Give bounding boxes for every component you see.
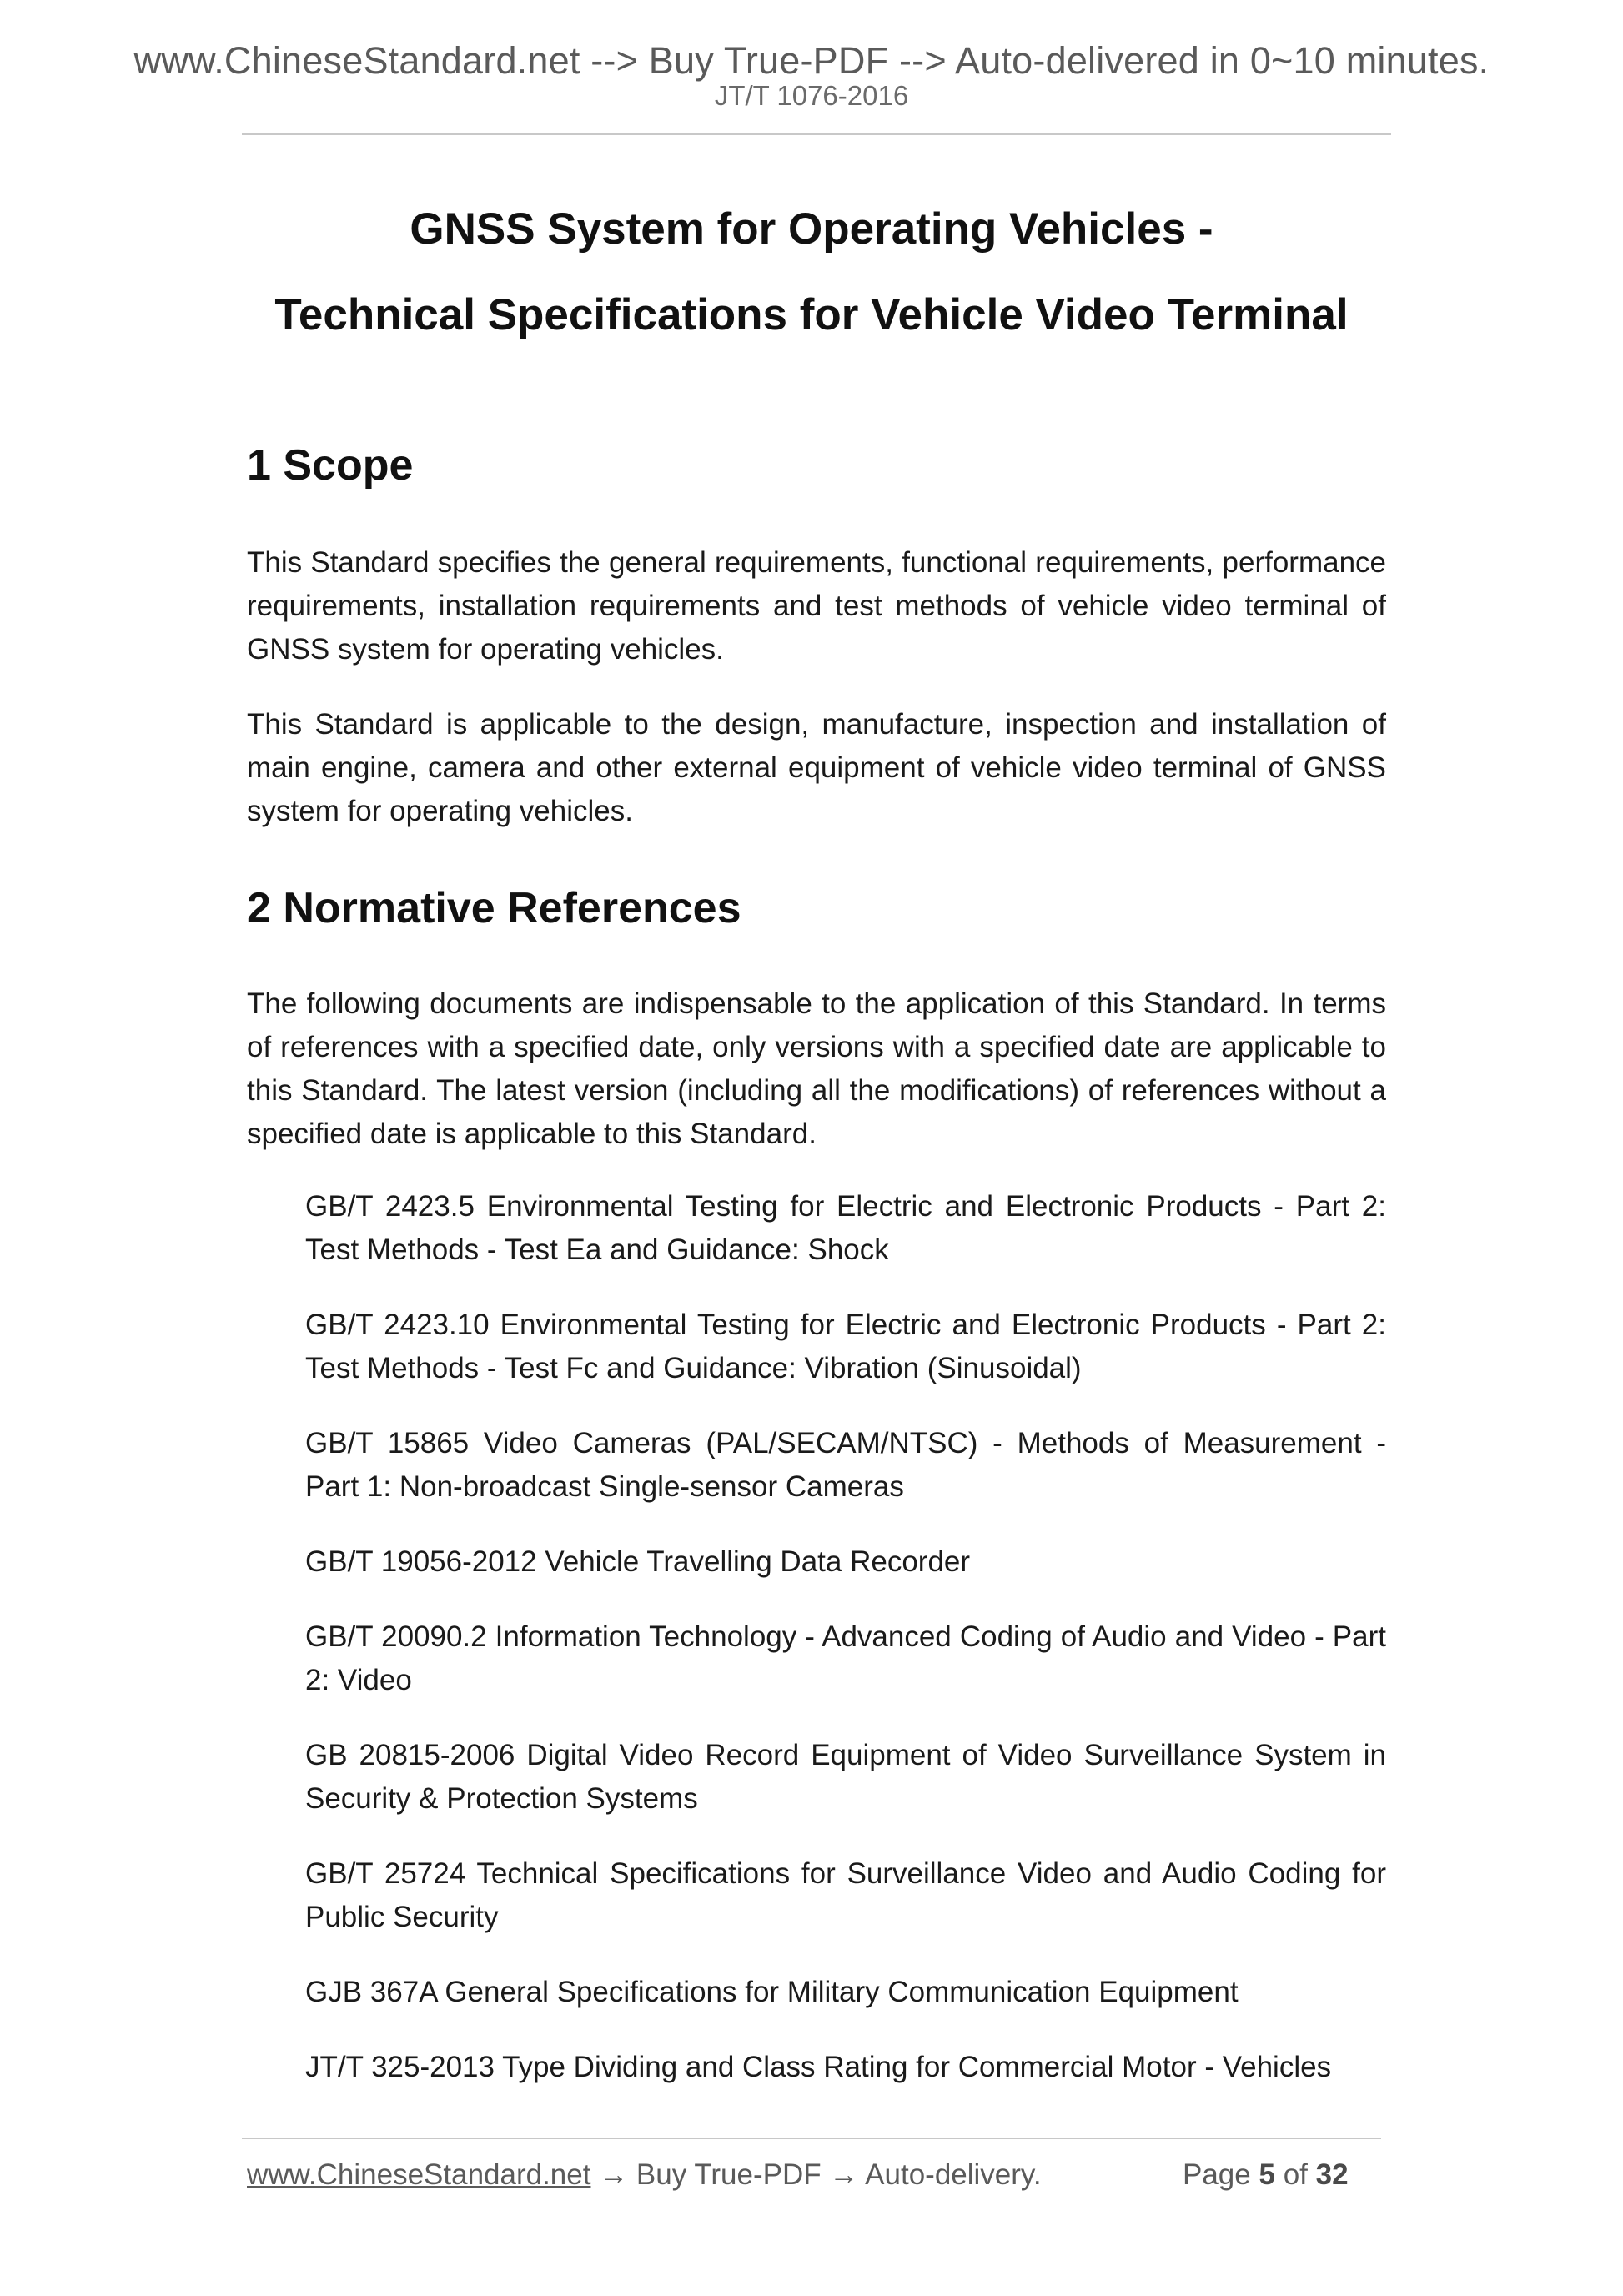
reference-list — [305, 1185, 1386, 2121]
footer-left — [247, 2160, 1042, 2189]
reference-item: JT/T 325-2013 Type Dividing and Class Rating for Commercial Motor - Vehicles — [305, 2051, 1332, 2083]
page-indicator — [1183, 2160, 1349, 2189]
section-heading-scope: 1 Scope — [247, 441, 414, 490]
footer-divider — [242, 2138, 1381, 2139]
footer-website-link[interactable]: www.ChineseStandard.net — [247, 2158, 591, 2191]
reference-item: GB/T 2423.5 Environmental Testing for Electric and Electronic Products - Part 2: Test Methods - Test Ea and Guidance: Shock — [305, 1190, 1386, 1266]
page-title-line-2: Technical Specifications for Vehicle Video Terminal — [274, 290, 1349, 339]
scope-paragraph-1: This Standard specifies the general requirements, functional requirements, performance requirements, installation requirements and test methods of vehicle video terminal of GNSS system for operating vehicles. — [247, 546, 1386, 666]
document-code: JT/T 1076-2016 — [714, 80, 909, 111]
page-title-line-1: GNSS System for Operating Vehicles - — [410, 204, 1213, 254]
header-banner: www.ChineseStandard.net --> Buy True-PDF --> Auto-delivered in 0~10 minutes. — [133, 39, 1490, 82]
page-number: 5 — [1259, 2158, 1275, 2191]
reference-item: GB/T 2423.10 Environmental Testing for Electric and Electronic Products - Part 2: Test Methods - Test Fc and Guidance: Vibration (Sinusoidal) — [305, 1309, 1386, 1384]
reference-item: GB 20815-2006 Digital Video Record Equipment of Video Surveillance System in Security & Protection Systems — [305, 1739, 1386, 1815]
footer-delivery-text: → Buy True-PDF → Auto-delivery. — [590, 2158, 1042, 2191]
header-divider — [242, 133, 1391, 135]
of-label: of — [1283, 2158, 1308, 2191]
reference-item: GB/T 15865 Video Cameras (PAL/SECAM/NTSC) - Methods of Measurement - Part 1: Non-broadcast Single-sensor Cameras — [305, 1427, 1386, 1503]
page-total: 32 — [1315, 2158, 1349, 2191]
page-label: Page — [1183, 2158, 1251, 2191]
reference-item: GB/T 19056-2012 Vehicle Travelling Data Recorder — [305, 1545, 971, 1578]
reference-item: GJB 367A General Specifications for Military Communication Equipment — [305, 1976, 1239, 2008]
scope-paragraph-2: This Standard is applicable to the design, manufacture, inspection and installation of main engine, camera and other external equipment of vehicle video terminal of GNSS system for operating vehicles. — [247, 708, 1386, 827]
references-intro-paragraph: The following documents are indispensable to the application of this Standard. In terms of references with a specified date, only versions with a specified date are applicable to this Standard. The latest version (including all the modifications) of references without a specified date is applicable to this Standard. — [247, 987, 1386, 1150]
section-heading-normative-references: 2 Normative References — [247, 884, 741, 932]
reference-item: GB/T 20090.2 Information Technology - Advanced Coding of Audio and Video - Part 2: Video — [305, 1620, 1386, 1696]
reference-item: GB/T 25724 Technical Specifications for Surveillance Video and Audio Coding for Public Security — [305, 1857, 1386, 1933]
